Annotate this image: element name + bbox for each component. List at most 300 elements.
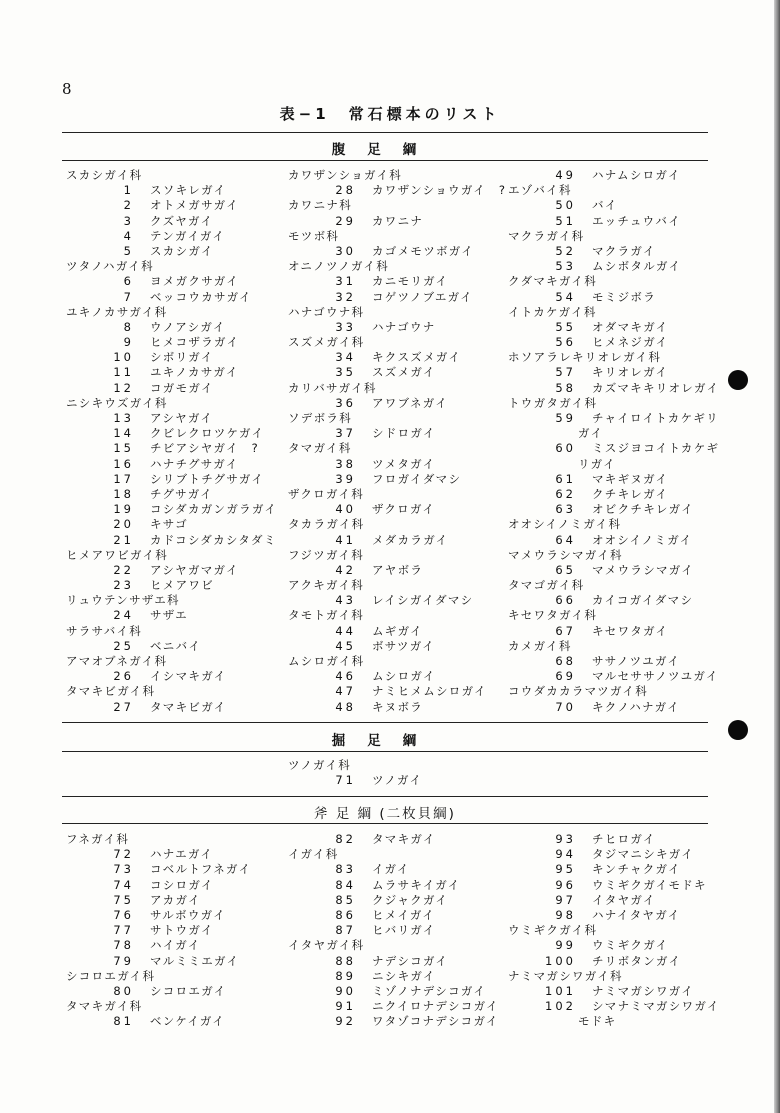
species-name: キサゴ [150, 517, 188, 532]
species-entry [66, 244, 277, 259]
species-name: コシロガイ [150, 877, 214, 892]
species-number: 98 [555, 907, 576, 922]
column-bivalvia-2 [288, 832, 499, 1029]
species-number: 85 [335, 892, 356, 907]
species-name-continued: ガイ [578, 426, 604, 441]
species-number: 101 [545, 983, 576, 998]
species-entry [66, 639, 277, 654]
species-name: シコロエガイ [150, 983, 227, 998]
species-number: 36 [335, 395, 356, 410]
species-entry [288, 593, 506, 608]
species-number: 72 [113, 847, 134, 862]
family-name: ウミギクガイ科 [508, 923, 598, 938]
species-entry [508, 168, 719, 183]
species-number: 56 [555, 335, 576, 350]
species-name: マルセササノツユガイ [592, 669, 719, 684]
family-name: ホソアラレキリオレガイ科 [508, 350, 662, 365]
species-entry [66, 274, 277, 289]
family-name: キセワタガイ科 [508, 608, 598, 623]
species-number: 8 [123, 319, 134, 334]
species-entry [288, 244, 506, 259]
family-name: アクキガイ科 [288, 578, 365, 593]
species-number: 45 [335, 638, 356, 653]
species-name: オダマキガイ [592, 319, 669, 334]
species-name: ツノガイ [372, 773, 423, 788]
species-number: 42 [335, 562, 356, 577]
species-entry [508, 624, 719, 639]
column-bivalvia-3 [508, 832, 720, 1029]
species-name: キリオレガイ [592, 365, 669, 380]
species-number: 54 [555, 289, 576, 304]
species-entry [508, 365, 719, 380]
family-name: ツノガイ科 [288, 758, 352, 772]
binding-hole-mark [728, 720, 748, 740]
family-name: タモトガイ科 [288, 608, 365, 623]
species-name: ナミマガシワガイ [592, 983, 695, 998]
family-name: ナミマガシワガイ科 [508, 968, 623, 983]
species-entry [66, 290, 277, 305]
page-number: 8 [62, 80, 72, 98]
species-name: ムギガイ [372, 623, 423, 638]
species-number: 58 [555, 380, 576, 395]
species-entry [66, 426, 277, 441]
species-name: アヤボラ [372, 562, 424, 577]
species-name: ニシキガイ [372, 968, 436, 983]
species-entry [288, 214, 506, 229]
species-number: 71 [335, 773, 356, 788]
species-name: タジマニシキガイ [592, 847, 695, 862]
family-name: サラサバイ科 [66, 623, 143, 638]
family-name: スズメガイ科 [288, 335, 365, 350]
species-number: 61 [555, 471, 576, 486]
species-entry [66, 608, 277, 623]
species-name: メダカラガイ [372, 532, 449, 547]
species-number: 94 [555, 847, 576, 862]
species-entry [288, 457, 506, 472]
species-entry [66, 938, 251, 953]
species-entry [66, 198, 277, 213]
section-heading-scaphopoda: 掘足綱 [331, 733, 439, 749]
species-entry [66, 878, 251, 893]
species-number: 41 [335, 532, 356, 547]
species-name: ヒメイガイ [372, 907, 436, 922]
species-number: 87 [335, 923, 356, 938]
species-number: 1 [123, 183, 134, 198]
species-name: ムシロガイ [372, 669, 436, 684]
species-number: 21 [113, 532, 134, 547]
table-title: 表−1 常石標本のリスト [279, 105, 501, 123]
section-rule [62, 160, 708, 161]
family-name: ツタノハガイ科 [66, 259, 154, 274]
species-number: 50 [555, 198, 576, 213]
family-name: イタヤガイ科 [288, 938, 365, 953]
species-name-continued: モドキ [578, 1014, 617, 1029]
species-number: 40 [335, 502, 356, 517]
species-name: ベンケイガイ [150, 1014, 226, 1029]
species-entry [508, 938, 720, 953]
page-edge-shadow [774, 0, 780, 1113]
species-entry [66, 365, 277, 380]
family-name: ユキノカサガイ科 [66, 304, 168, 319]
species-name: クチキレガイ [592, 486, 669, 501]
species-name: ナミヒメムシロガイ [372, 684, 487, 699]
family-name: カリバサガイ科 [288, 380, 377, 395]
species-number: 33 [335, 319, 356, 334]
species-entry [66, 320, 277, 335]
species-number: 59 [555, 411, 576, 425]
species-number: 76 [113, 907, 134, 922]
family-name: タマゴガイ科 [508, 578, 585, 593]
species-entry [288, 773, 422, 788]
species-entry [66, 984, 251, 999]
column-gastropoda-3 [508, 168, 719, 715]
species-name-continued: リガイ [578, 456, 616, 471]
family-name: マメウラシマガイ科 [508, 547, 623, 562]
species-entry [508, 593, 719, 608]
species-number: 84 [335, 877, 356, 892]
species-name: チヒロガイ [592, 832, 656, 846]
species-number: 51 [555, 213, 576, 228]
species-entry [288, 908, 499, 923]
species-entry [288, 862, 499, 877]
species-number: 77 [113, 923, 134, 938]
species-number: 74 [113, 877, 134, 892]
species-name: ハナエガイ [150, 847, 214, 862]
species-entry [288, 969, 499, 984]
species-number: 29 [335, 213, 356, 228]
species-number: 65 [555, 562, 576, 577]
species-number: 48 [335, 699, 356, 714]
species-entry [288, 684, 506, 699]
species-entry [508, 502, 719, 517]
section-rule [62, 796, 708, 797]
species-name: アシヤガイ [150, 411, 214, 425]
species-entry [288, 320, 506, 335]
species-entry [66, 487, 277, 502]
family-name: イトカケガイ科 [508, 304, 597, 319]
species-name: オオシイノミガイ [592, 532, 693, 547]
species-name: シドロガイ [372, 426, 436, 441]
species-number: 43 [335, 593, 356, 608]
species-entry [508, 908, 720, 923]
species-number: 4 [123, 228, 134, 243]
species-name: ヒメネジガイ [592, 335, 669, 350]
species-entry [288, 472, 506, 487]
species-entry [508, 441, 719, 456]
species-number: 3 [123, 213, 134, 228]
species-entry [288, 350, 506, 365]
species-number: 93 [555, 832, 576, 846]
species-entry [288, 563, 506, 578]
species-entry [288, 832, 499, 847]
species-name: カワザンショウガイ ? [372, 183, 507, 198]
species-name: カズマキキリオレガイ [592, 380, 720, 395]
species-name: サザエ [150, 608, 188, 623]
species-entry [508, 669, 719, 684]
species-entry [508, 214, 719, 229]
species-number: 32 [335, 289, 356, 304]
species-entry [66, 923, 251, 938]
species-number: 80 [113, 983, 134, 998]
species-name: ヒメアワビ [150, 578, 214, 593]
species-number: 38 [335, 456, 356, 471]
species-number: 16 [113, 456, 134, 471]
species-entry [508, 472, 719, 487]
species-name: アシヤガマガイ [150, 562, 239, 577]
species-entry [288, 999, 499, 1014]
species-number: 27 [113, 699, 134, 714]
species-number: 63 [555, 502, 576, 517]
species-entry [508, 700, 719, 715]
species-name: クジャクガイ [372, 892, 449, 907]
species-number: 46 [335, 669, 356, 684]
species-number: 34 [335, 350, 356, 365]
species-number: 12 [113, 380, 134, 395]
species-entry [66, 472, 277, 487]
species-number: 30 [335, 243, 356, 258]
family-name: カメガイ科 [508, 638, 572, 653]
species-name: ツメタガイ [372, 456, 436, 471]
family-name: ニシキウズガイ科 [66, 395, 168, 410]
species-name: タマキビガイ [150, 699, 227, 714]
species-name: バイ [592, 198, 618, 213]
family-name: クダマキガイ科 [508, 274, 598, 289]
species-name: チャイロイトカケギリ [592, 411, 719, 425]
family-name: オニノツノガイ科 [288, 259, 390, 274]
species-number: 66 [555, 593, 576, 608]
species-number: 95 [555, 862, 576, 877]
species-name: チビアシヤガイ ? [150, 441, 259, 456]
species-number: 57 [555, 365, 576, 380]
family-name: オオシイノミガイ科 [508, 517, 622, 532]
species-entry [508, 320, 719, 335]
species-entry [288, 426, 506, 441]
species-name: マキギヌガイ [592, 471, 669, 486]
species-name: ササノツユガイ [592, 654, 681, 668]
species-number: 11 [113, 365, 134, 380]
species-name: マルミミエガイ [150, 953, 240, 968]
species-number: 75 [113, 892, 134, 907]
species-entry [66, 847, 251, 862]
family-name: タマキビガイ科 [66, 684, 156, 699]
species-number: 9 [123, 335, 134, 350]
species-entry [288, 700, 506, 715]
column-scaphopoda-2 [288, 758, 422, 788]
species-name: エッチュウバイ [592, 213, 682, 228]
species-name: レイシガイダマシ [372, 593, 474, 608]
species-name: オトメガサガイ [150, 198, 239, 213]
species-name: チグサガイ [150, 486, 213, 501]
family-name: コウダカカラマツガイ科 [508, 684, 648, 699]
family-name: フネガイ科 [66, 832, 130, 846]
species-number: 10 [113, 350, 134, 365]
species-name: ベニバイ [150, 638, 202, 653]
species-entry [288, 984, 499, 999]
species-name: テンガイガイ [150, 228, 226, 243]
family-name: ザクロガイ科 [288, 486, 364, 501]
species-entry [66, 908, 251, 923]
species-name: シボリガイ [150, 350, 214, 365]
species-entry [508, 954, 720, 969]
species-name: コゲツノブエガイ [372, 289, 473, 304]
species-entry [508, 290, 719, 305]
species-name: スソキレガイ [150, 183, 227, 198]
species-number: 15 [113, 441, 134, 456]
species-name: カドコシダカシタダミ [150, 532, 277, 547]
species-entry [66, 350, 277, 365]
family-name: タカラガイ科 [288, 517, 365, 532]
species-number: 88 [335, 953, 356, 968]
species-entry [66, 700, 277, 715]
species-number: 19 [113, 502, 134, 517]
species-name: ミスジヨコイトカケギ [592, 441, 720, 456]
family-name: エゾバイ科 [508, 183, 572, 198]
species-name: カイコガイダマシ [592, 593, 694, 608]
species-entry [66, 214, 277, 229]
species-name: ハナイタヤガイ [592, 907, 681, 922]
section-rule [62, 722, 708, 723]
species-entry [66, 862, 251, 877]
species-entry [288, 893, 499, 908]
species-name: コベルトフネガイ [150, 862, 252, 877]
species-entry [66, 954, 251, 969]
species-entry [508, 832, 720, 847]
species-number: 25 [113, 638, 134, 653]
species-number: 90 [335, 983, 356, 998]
species-name: イガイ [372, 862, 410, 877]
species-entry [288, 274, 506, 289]
species-name: イシマキガイ [150, 669, 227, 684]
species-number: 73 [113, 862, 134, 877]
species-number: 23 [113, 578, 134, 593]
species-entry [66, 229, 277, 244]
species-name: サルボウガイ [150, 907, 226, 922]
species-name: ハナムシロガイ [592, 168, 681, 182]
species-number: 47 [335, 684, 356, 699]
species-name: ザクロガイ [372, 502, 436, 517]
species-number: 70 [555, 699, 576, 714]
species-name: クビレクロツケガイ [150, 426, 265, 441]
species-entry [288, 365, 506, 380]
species-number: 60 [555, 441, 576, 456]
species-name: カニモリガイ [372, 274, 449, 289]
species-entry [66, 563, 277, 578]
species-name: タマキガイ [372, 832, 436, 846]
species-entry [288, 183, 506, 198]
species-name: オビクチキレガイ [592, 502, 694, 517]
species-number: 64 [555, 532, 576, 547]
species-name: イタヤガイ [592, 892, 656, 907]
family-name: カワザンショガイ科 [288, 168, 403, 182]
species-name: ウノアシガイ [150, 319, 226, 334]
species-number: 78 [113, 938, 134, 953]
species-entry [66, 533, 277, 548]
species-name: キクスズメガイ [372, 350, 462, 365]
species-number: 83 [335, 862, 356, 877]
species-number: 97 [555, 892, 576, 907]
species-number: 14 [113, 426, 134, 441]
species-entry [508, 487, 719, 502]
species-name: クズヤガイ [150, 213, 214, 228]
species-name: フロガイダマシ [372, 471, 462, 486]
species-entry [66, 578, 277, 593]
species-name: シマナミマガシワガイ [592, 999, 720, 1014]
species-number: 20 [113, 517, 134, 532]
species-number: 99 [555, 938, 576, 953]
species-entry [288, 290, 506, 305]
species-entry [66, 441, 277, 456]
species-name: スズメガイ [372, 365, 436, 380]
species-entry [288, 396, 506, 411]
species-name: キクノハナガイ [592, 699, 680, 714]
species-name: ヒバリガイ [372, 923, 436, 938]
species-number: 81 [113, 1014, 134, 1029]
species-name: キヌボラ [372, 699, 424, 714]
section-heading-bivalvia: 斧 足 綱 (二枚貝綱) [314, 806, 456, 822]
species-name: カワニナ [372, 213, 424, 228]
species-entry [66, 1014, 251, 1029]
species-name: ベッコウカサガイ [150, 289, 252, 304]
species-entry [508, 847, 720, 862]
species-number: 96 [555, 877, 576, 892]
species-number: 39 [335, 471, 356, 486]
family-name: アマオブネガイ科 [66, 654, 168, 668]
family-name: シコロエガイ科 [66, 968, 156, 983]
species-number: 89 [335, 968, 356, 983]
family-name: リュウテンサザエ科 [66, 593, 180, 608]
species-number: 2 [123, 198, 134, 213]
species-number: 68 [555, 654, 576, 668]
species-number: 49 [555, 168, 576, 182]
species-name: サトウガイ [150, 923, 214, 938]
species-number: 7 [123, 289, 134, 304]
species-entry [288, 669, 506, 684]
species-number: 18 [113, 486, 134, 501]
species-number: 86 [335, 907, 356, 922]
species-name: ヨメガクサガイ [150, 274, 240, 289]
family-name: イガイ科 [288, 847, 339, 862]
species-name: ムシボタルガイ [592, 259, 682, 274]
species-name: モミジボラ [592, 289, 656, 304]
species-name: ヒメコザラガイ [150, 335, 240, 350]
species-name: ムラサキイガイ [372, 877, 461, 892]
species-number: 31 [335, 274, 356, 289]
species-number: 24 [113, 608, 134, 623]
species-number: 55 [555, 319, 576, 334]
species-entry [288, 533, 506, 548]
family-name: モツボ科 [288, 228, 340, 243]
species-name: コガモガイ [150, 380, 214, 395]
species-entry [508, 259, 719, 274]
family-name: マクラガイ科 [508, 228, 585, 243]
family-name: カワニナ科 [288, 198, 352, 213]
species-entry [288, 923, 499, 938]
species-name: ミゾノナデシコガイ [372, 983, 487, 998]
species-entry [508, 984, 720, 999]
species-entry [66, 457, 277, 472]
species-name: ウミギクガイモドキ [592, 877, 707, 892]
species-entry [66, 517, 277, 532]
species-number: 79 [113, 953, 134, 968]
species-number: 6 [123, 274, 134, 289]
species-name: マメウラシマガイ [592, 562, 695, 577]
species-number: 92 [335, 1014, 356, 1029]
column-gastropoda-1 [66, 168, 277, 715]
family-name: タマキガイ科 [66, 999, 143, 1014]
species-entry [66, 411, 277, 426]
species-name: ナデシコガイ [372, 953, 449, 968]
species-entry [508, 198, 719, 213]
